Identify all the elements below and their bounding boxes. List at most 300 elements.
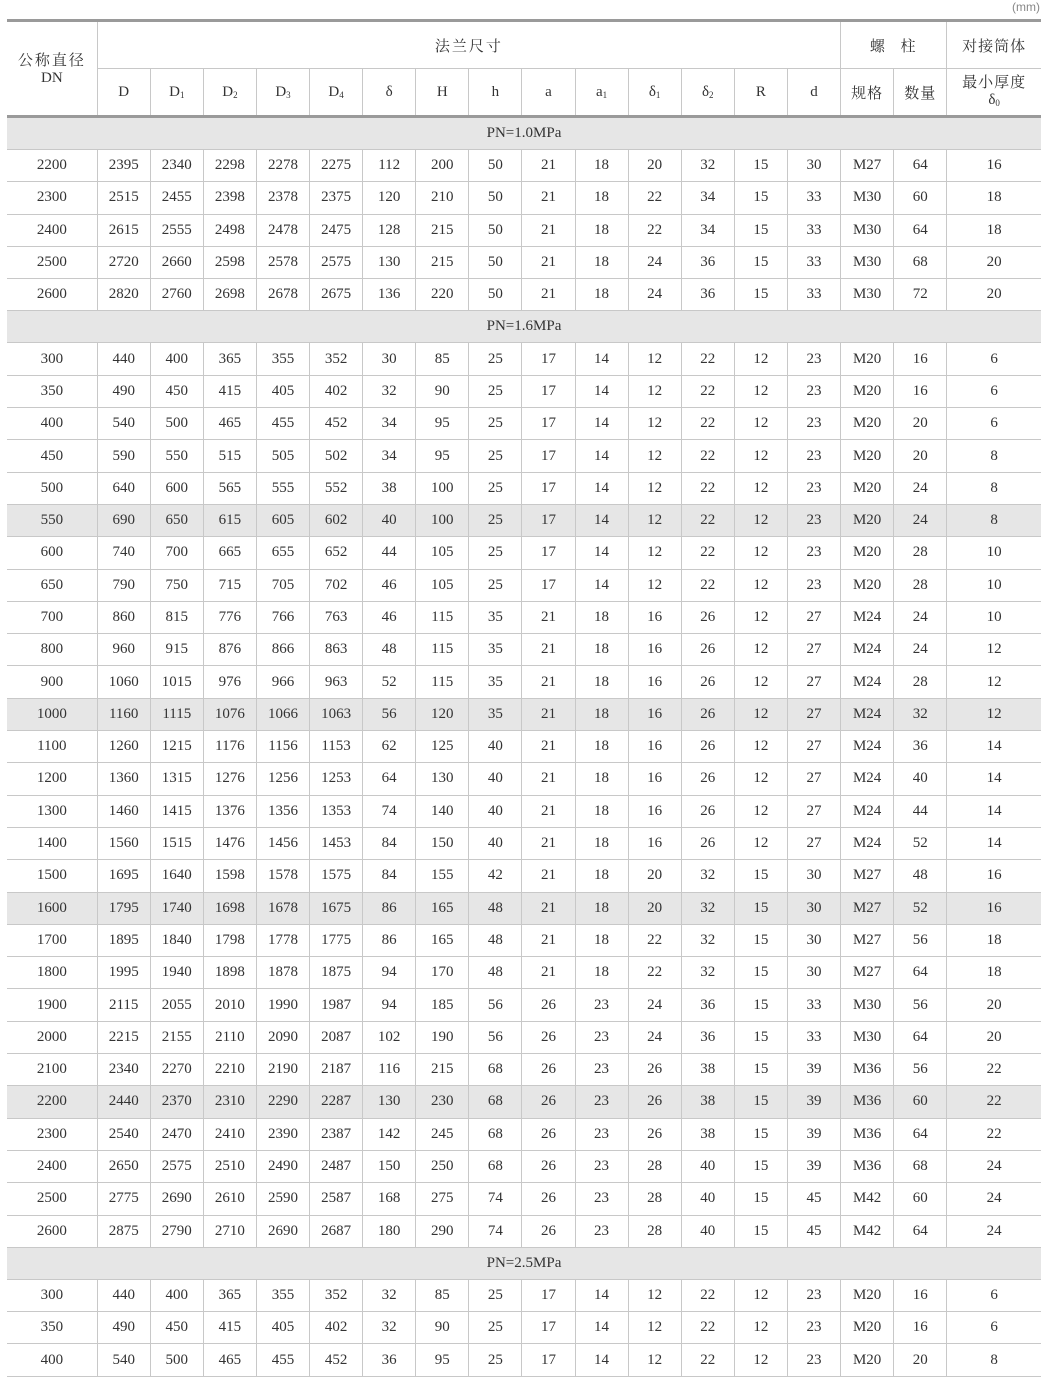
table-cell: 1276: [203, 763, 256, 795]
table-cell: 22: [681, 537, 734, 569]
unit-label: (mm): [1012, 0, 1040, 14]
table-cell: 26: [681, 634, 734, 666]
header-col-subscript: 4: [339, 89, 344, 100]
table-cell: 25: [469, 375, 522, 407]
table-cell: 116: [363, 1054, 416, 1086]
table-cell: 2555: [150, 214, 203, 246]
table-cell: 17: [522, 408, 575, 440]
table-cell: 2287: [310, 1086, 363, 1118]
table-row: [7, 957, 1041, 989]
table-cell: 21: [522, 763, 575, 795]
table-cell: 2390: [256, 1118, 309, 1150]
table-cell: 17: [522, 1344, 575, 1376]
table-cell: 2298: [203, 150, 256, 182]
table-cell: 15: [734, 860, 787, 892]
table-cell: 12: [628, 343, 681, 375]
table-cell: 12: [734, 634, 787, 666]
table-row: [7, 440, 1041, 472]
table-cell: 1800: [7, 957, 97, 989]
table-cell: 10: [947, 601, 1041, 633]
table-cell: 1200: [7, 763, 97, 795]
table-cell: M27: [841, 150, 894, 182]
table-cell: 702: [310, 569, 363, 601]
table-cell: 22: [681, 569, 734, 601]
table-cell: 402: [310, 375, 363, 407]
table-cell: 1415: [150, 795, 203, 827]
table-cell: 45: [787, 1183, 840, 1215]
table-cell: 2155: [150, 1021, 203, 1053]
table-cell: 6: [947, 343, 1041, 375]
table-cell: 450: [150, 375, 203, 407]
table-cell: 32: [681, 924, 734, 956]
table-cell: 602: [310, 504, 363, 536]
table-cell: 130: [416, 763, 469, 795]
table-cell: 22: [681, 343, 734, 375]
table-cell: 21: [522, 957, 575, 989]
table-cell: 60: [894, 182, 947, 214]
table-cell: 1453: [310, 827, 363, 859]
table-cell: 23: [575, 1054, 628, 1086]
table-cell: 14: [575, 408, 628, 440]
table-row: [7, 504, 1041, 536]
table-cell: 30: [363, 343, 416, 375]
table-cell: 15: [734, 957, 787, 989]
table-cell: 14: [947, 731, 1041, 763]
table-cell: 2055: [150, 989, 203, 1021]
table-cell: 12: [734, 440, 787, 472]
header-col-symbol: d: [810, 83, 818, 100]
table-cell: 1560: [97, 827, 150, 859]
table-cell: 1076: [203, 698, 256, 730]
table-cell: M24: [841, 795, 894, 827]
table-row: [7, 1021, 1041, 1053]
table-cell: 50: [469, 150, 522, 182]
table-cell: 350: [7, 375, 97, 407]
table-cell: 22: [681, 472, 734, 504]
table-cell: 40: [363, 504, 416, 536]
table-cell: 17: [522, 440, 575, 472]
table-cell: 24: [947, 1215, 1041, 1247]
table-cell: 17: [522, 472, 575, 504]
table-cell: 24: [628, 279, 681, 311]
table-cell: 966: [256, 666, 309, 698]
table-cell: 600: [7, 537, 97, 569]
table-cell: 1995: [97, 957, 150, 989]
table-cell: 12: [734, 731, 787, 763]
table-cell: 68: [894, 1150, 947, 1182]
header-col-subscript: 2: [233, 89, 238, 100]
table-cell: M27: [841, 892, 894, 924]
table-cell: 2820: [97, 279, 150, 311]
table-cell: 750: [150, 569, 203, 601]
table-cell: 21: [522, 892, 575, 924]
table-cell: M20: [841, 472, 894, 504]
header-col-symbol: D: [275, 83, 287, 100]
table-cell: 515: [203, 440, 256, 472]
table-cell: 16: [894, 1312, 947, 1344]
table-cell: 500: [7, 472, 97, 504]
table-cell: 15: [734, 150, 787, 182]
table-cell: 2375: [310, 182, 363, 214]
header-col-subscript: 3: [286, 89, 291, 100]
table-cell: 16: [947, 860, 1041, 892]
table-cell: 102: [363, 1021, 416, 1053]
table-cell: 40: [681, 1150, 734, 1182]
table-cell: 1990: [256, 989, 309, 1021]
table-cell: 68: [469, 1150, 522, 1182]
table-cell: M20: [841, 408, 894, 440]
table-cell: 210: [416, 182, 469, 214]
table-cell: 50: [469, 182, 522, 214]
table-row: [7, 666, 1041, 698]
table-cell: 700: [7, 601, 97, 633]
header-dn-symbol: DN: [40, 69, 63, 86]
table-cell: 150: [416, 827, 469, 859]
table-cell: 2590: [256, 1183, 309, 1215]
table-cell: 15: [734, 279, 787, 311]
table-cell: 1940: [150, 957, 203, 989]
table-cell: 2875: [97, 1215, 150, 1247]
table-row: [7, 731, 1041, 763]
table-cell: 18: [575, 860, 628, 892]
table-cell: 2710: [203, 1215, 256, 1247]
table-cell: 120: [416, 698, 469, 730]
table-row: [7, 1118, 1041, 1150]
header-min-thickness-symbol: [947, 91, 1041, 112]
table-cell: 34: [681, 214, 734, 246]
table-cell: 62: [363, 731, 416, 763]
table-cell: 2650: [97, 1150, 150, 1182]
table-cell: 766: [256, 601, 309, 633]
table-cell: 17: [522, 375, 575, 407]
table-cell: 23: [787, 1279, 840, 1311]
table-cell: 68: [894, 246, 947, 278]
table-cell: 26: [681, 698, 734, 730]
table-cell: 866: [256, 634, 309, 666]
table-cell: 16: [628, 634, 681, 666]
header-col-12: [734, 69, 787, 117]
table-cell: 36: [894, 731, 947, 763]
table-cell: 12: [734, 601, 787, 633]
table-cell: 23: [575, 1118, 628, 1150]
table-cell: 128: [363, 214, 416, 246]
table-cell: 24: [894, 634, 947, 666]
table-cell: 18: [575, 892, 628, 924]
table-cell: 12: [734, 569, 787, 601]
table-cell: 18: [575, 924, 628, 956]
table-cell: 2500: [7, 246, 97, 278]
table-cell: 130: [363, 1086, 416, 1118]
table-cell: 2690: [256, 1215, 309, 1247]
table-cell: 1795: [97, 892, 150, 924]
table-cell: 14: [947, 827, 1041, 859]
table-cell: M20: [841, 1344, 894, 1376]
table-row: [7, 763, 1041, 795]
table-cell: 16: [628, 795, 681, 827]
table-cell: 84: [363, 860, 416, 892]
table-cell: 2775: [97, 1183, 150, 1215]
table-cell: 30: [787, 957, 840, 989]
header-col-3: [256, 69, 309, 117]
table-cell: 12: [628, 408, 681, 440]
table-cell: 17: [522, 537, 575, 569]
section-title: PN=1.6MPa: [7, 311, 1041, 343]
table-cell: 555: [256, 472, 309, 504]
table-cell: 23: [787, 1312, 840, 1344]
table-cell: 64: [363, 763, 416, 795]
table-cell: 26: [522, 1021, 575, 1053]
table-cell: 405: [256, 1312, 309, 1344]
table-cell: 365: [203, 343, 256, 375]
table-cell: 440: [97, 1279, 150, 1311]
table-cell: 300: [7, 1279, 97, 1311]
table-cell: M24: [841, 731, 894, 763]
table-cell: 665: [203, 537, 256, 569]
table-cell: 12: [628, 569, 681, 601]
table-cell: 28: [628, 1215, 681, 1247]
table-cell: 12: [734, 698, 787, 730]
table-cell: 365: [203, 1279, 256, 1311]
table-cell: 21: [522, 150, 575, 182]
table-cell: 1176: [203, 731, 256, 763]
table-cell: 30: [787, 150, 840, 182]
table-cell: M30: [841, 989, 894, 1021]
table-cell: 2010: [203, 989, 256, 1021]
table-cell: 38: [681, 1086, 734, 1118]
table-row: [7, 569, 1041, 601]
table-cell: 12: [628, 440, 681, 472]
table-row: [7, 1086, 1041, 1118]
table-cell: 400: [150, 1279, 203, 1311]
table-cell: 130: [363, 246, 416, 278]
table-cell: 275: [416, 1183, 469, 1215]
table-cell: 14: [947, 795, 1041, 827]
header-bolts: 螺 柱: [841, 21, 947, 69]
table-cell: 22: [681, 504, 734, 536]
table-cell: 100: [416, 472, 469, 504]
table-cell: 14: [575, 375, 628, 407]
table-row: [7, 1150, 1041, 1182]
table-cell: 30: [787, 860, 840, 892]
header-butt-shell: 对接筒体: [947, 21, 1041, 69]
table-cell: 405: [256, 375, 309, 407]
table-cell: 2500: [7, 1183, 97, 1215]
table-cell: 12: [734, 763, 787, 795]
table-cell: 115: [416, 601, 469, 633]
table-cell: 52: [363, 666, 416, 698]
table-cell: 74: [469, 1215, 522, 1247]
table-cell: 1600: [7, 892, 97, 924]
table-cell: 32: [681, 150, 734, 182]
table-cell: 2200: [7, 1086, 97, 1118]
table-cell: 30: [787, 924, 840, 956]
table-cell: 15: [734, 1215, 787, 1247]
table-cell: 136: [363, 279, 416, 311]
table-cell: 20: [628, 860, 681, 892]
table-cell: 68: [469, 1054, 522, 1086]
table-cell: 1115: [150, 698, 203, 730]
table-cell: 120: [363, 182, 416, 214]
table-cell: 112: [363, 150, 416, 182]
table-cell: 32: [363, 1312, 416, 1344]
table-cell: 52: [894, 892, 947, 924]
table-cell: 1778: [256, 924, 309, 956]
table-cell: 6: [947, 375, 1041, 407]
table-cell: 352: [310, 343, 363, 375]
table-cell: 24: [947, 1150, 1041, 1182]
table-cell: 22: [947, 1086, 1041, 1118]
table-cell: 21: [522, 860, 575, 892]
table-cell: 12: [628, 1279, 681, 1311]
table-cell: 44: [894, 795, 947, 827]
table-cell: 2000: [7, 1021, 97, 1053]
table-cell: 23: [575, 1183, 628, 1215]
table-cell: 650: [7, 569, 97, 601]
header-col-symbol: D: [328, 83, 340, 100]
table-cell: 652: [310, 537, 363, 569]
table-cell: 22: [681, 1279, 734, 1311]
table-cell: 2720: [97, 246, 150, 278]
table-cell: 20: [894, 1344, 947, 1376]
header-col-subscript: 1: [602, 89, 608, 100]
table-cell: 64: [894, 1215, 947, 1247]
table-row: [7, 375, 1041, 407]
table-cell: 48: [469, 892, 522, 924]
table-cell: 21: [522, 246, 575, 278]
table-cell: 25: [469, 569, 522, 601]
table-cell: 1456: [256, 827, 309, 859]
header-bolt-qty: 数量: [894, 69, 947, 117]
table-cell: 10: [947, 569, 1041, 601]
table-cell: 2210: [203, 1054, 256, 1086]
table-cell: 415: [203, 375, 256, 407]
table-cell: 2290: [256, 1086, 309, 1118]
table-cell: 48: [469, 924, 522, 956]
table-cell: 10: [947, 537, 1041, 569]
table-cell: 15: [734, 892, 787, 924]
table-cell: 23: [575, 1215, 628, 1247]
table-cell: 25: [469, 408, 522, 440]
table-cell: 50: [469, 279, 522, 311]
table-cell: 440: [97, 343, 150, 375]
table-cell: 12: [734, 504, 787, 536]
table-cell: 352: [310, 1279, 363, 1311]
table-cell: 23: [787, 569, 840, 601]
table-cell: 1476: [203, 827, 256, 859]
table-cell: 590: [97, 440, 150, 472]
table-cell: 600: [150, 472, 203, 504]
table-cell: 21: [522, 214, 575, 246]
table-cell: 2395: [97, 150, 150, 182]
table-cell: 26: [628, 1086, 681, 1118]
section-title: PN=1.0MPa: [7, 117, 1041, 150]
table-cell: 18: [575, 150, 628, 182]
table-cell: 2487: [310, 1150, 363, 1182]
table-cell: 50: [469, 214, 522, 246]
table-cell: M20: [841, 569, 894, 601]
table-cell: 21: [522, 279, 575, 311]
table-cell: 400: [7, 1344, 97, 1376]
table-cell: 48: [469, 957, 522, 989]
table-cell: 200: [416, 150, 469, 182]
table-cell: M24: [841, 698, 894, 730]
table-cell: 960: [97, 634, 150, 666]
table-cell: 86: [363, 892, 416, 924]
table-cell: 976: [203, 666, 256, 698]
table-cell: 12: [628, 472, 681, 504]
table-cell: 21: [522, 924, 575, 956]
table-cell: 14: [575, 343, 628, 375]
table-cell: 21: [522, 182, 575, 214]
table-cell: 24: [894, 472, 947, 504]
table-cell: 190: [416, 1021, 469, 1053]
table-cell: 963: [310, 666, 363, 698]
section-header-row: [7, 117, 1041, 150]
table-cell: 655: [256, 537, 309, 569]
table-cell: 1353: [310, 795, 363, 827]
table-cell: 28: [628, 1183, 681, 1215]
table-cell: 15: [734, 1150, 787, 1182]
table-cell: 2400: [7, 214, 97, 246]
table-cell: 540: [97, 1344, 150, 1376]
table-cell: 1153: [310, 731, 363, 763]
section-header-row: [7, 1247, 1041, 1279]
table-cell: 155: [416, 860, 469, 892]
table-cell: 14: [575, 1344, 628, 1376]
table-cell: 1315: [150, 763, 203, 795]
table-cell: 36: [363, 1344, 416, 1376]
table-cell: 46: [363, 569, 416, 601]
table-cell: 22: [628, 924, 681, 956]
table-cell: 1640: [150, 860, 203, 892]
table-cell: 1300: [7, 795, 97, 827]
table-cell: 56: [894, 924, 947, 956]
table-cell: 32: [681, 957, 734, 989]
table-cell: 14: [575, 1279, 628, 1311]
header-dn-label: 公称直径: [17, 50, 86, 69]
table-row: [7, 827, 1041, 859]
table-cell: 500: [150, 1344, 203, 1376]
header-col-subscript: 1: [179, 89, 185, 100]
table-cell: 39: [787, 1086, 840, 1118]
table-cell: 8: [947, 472, 1041, 504]
table-cell: 24: [628, 246, 681, 278]
table-cell: 42: [469, 860, 522, 892]
table-cell: 23: [787, 343, 840, 375]
table-cell: M36: [841, 1150, 894, 1182]
table-cell: 16: [628, 698, 681, 730]
table-cell: 95: [416, 440, 469, 472]
table-cell: 18: [575, 279, 628, 311]
table-cell: 20: [947, 246, 1041, 278]
table-cell: 56: [363, 698, 416, 730]
table-cell: 290: [416, 1215, 469, 1247]
table-cell: 900: [7, 666, 97, 698]
table-row: [7, 1054, 1041, 1086]
table-cell: 17: [522, 1312, 575, 1344]
table-cell: 2187: [310, 1054, 363, 1086]
table-cell: 1000: [7, 698, 97, 730]
table-cell: 22: [628, 957, 681, 989]
table-cell: M36: [841, 1054, 894, 1086]
table-cell: 180: [363, 1215, 416, 1247]
table-cell: M36: [841, 1086, 894, 1118]
table-cell: 34: [681, 182, 734, 214]
table-cell: 18: [947, 214, 1041, 246]
table-cell: 170: [416, 957, 469, 989]
table-cell: 18: [947, 182, 1041, 214]
table-cell: 22: [681, 1344, 734, 1376]
